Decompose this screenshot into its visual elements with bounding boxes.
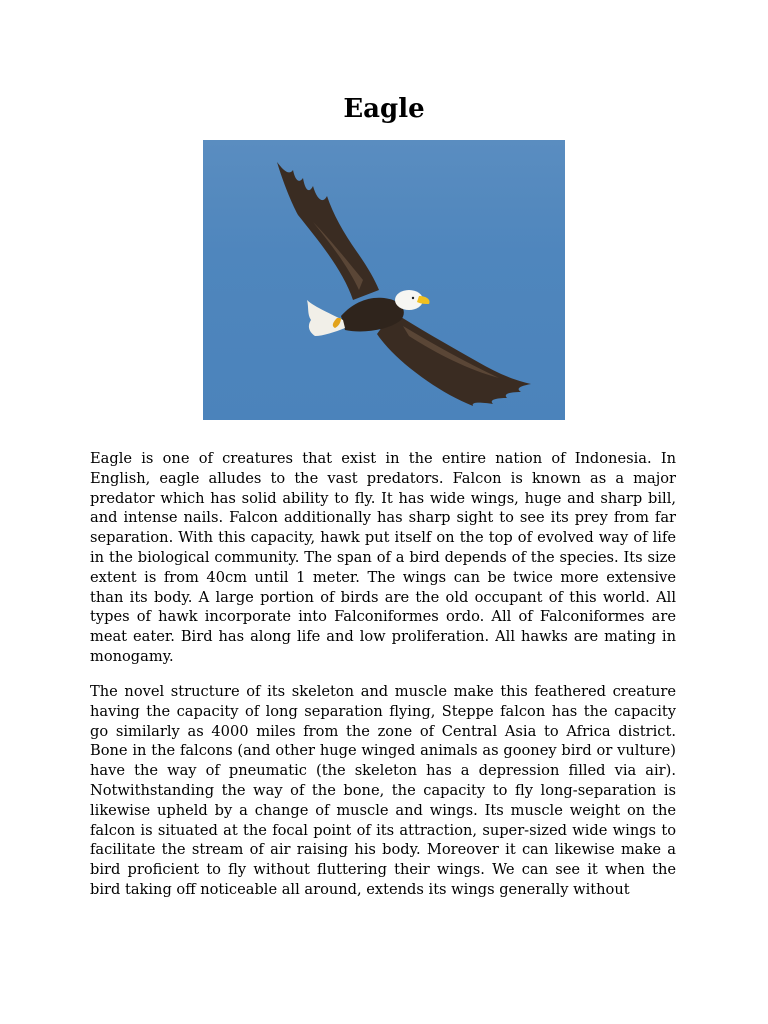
paragraph-2: The novel structure of its skeleton and muscle make this feathered creature having the capacity of long separation flying, Steppe falcon has the capacity go similarly as 4000 miles from the zone of Central Asia to Africa district. Bone in the falcons (and other huge winged animals as gooney bird or vulture) have the way of pneumatic (the skeleton has a depression filled via air). Notwithstanding the way of the bone, the capacity to fly long-separation is likewise upheld by a change of muscle and wings. Its muscle weight on the falcon is situated at the focal point of its attraction, super-sized wide wings to facilitate the stream of air raising his body. Moreover it can likewise make a bird proficient to fly without fluttering their wings. We can see it when the bird taking off noticeable all around, extends its wings generally without bbox=[90, 683, 676, 898]
eagle-photo bbox=[203, 140, 565, 420]
eagle-upper-wing bbox=[277, 162, 379, 300]
page-title: Eagle bbox=[343, 94, 425, 124]
eagle-illustration bbox=[203, 140, 565, 420]
paragraph-1: Eagle is one of creatures that exist in the entire nation of Indonesia. In English, eagle alludes to the vast predators. Falcon is known as a major predator which has solid ability to fly. It has wide wings, huge and sharp bill, and intense nails. Falcon additionally has sharp sight to see its prey from far separation. With this capacity, hawk put itself on the top of evolved way of life in the biological community. The span of a bird depends of the species. Its size extent is from 40cm until 1 meter. The wings can be twice more extensive than its body. A large portion of birds are the old occupant of this world. All types of hawk incorporate into Falconiformes ordo. All of Falconiformes are meat eater. Bird has along life and low proliferation. All hawks are mating in monogamy. bbox=[90, 450, 676, 665]
